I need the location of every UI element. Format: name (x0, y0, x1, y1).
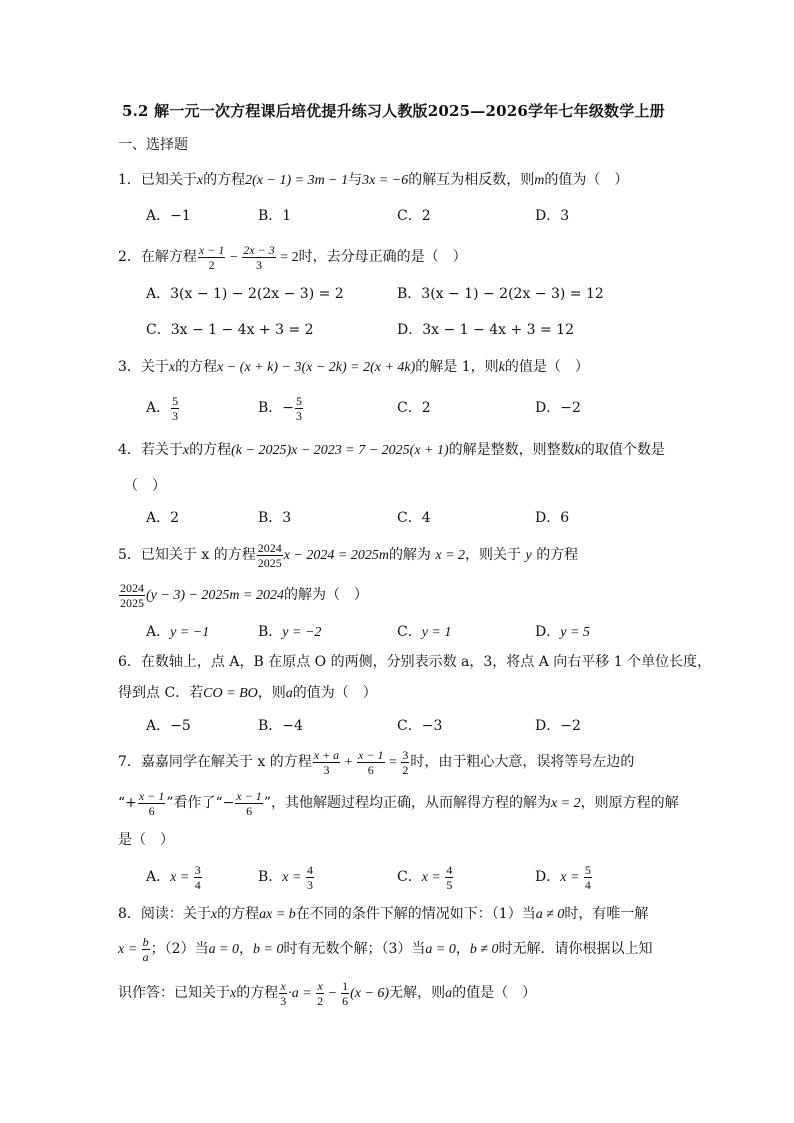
question-8-line-3 (118, 974, 536, 1013)
fraction: $\frac{x}{3}$ (280, 978, 287, 1008)
equation: a = 0 (425, 942, 456, 957)
option-b[interactable]: B．x = $\frac{4}{3}$ (258, 862, 313, 892)
q-text: ”看作了“− (166, 795, 235, 811)
q-text: 阅读：关于 (140, 906, 211, 922)
math-var: x (230, 986, 237, 1001)
equation: ax = b (259, 907, 296, 922)
option-b[interactable]: B．−4 (258, 718, 303, 734)
question-2 (118, 240, 467, 275)
q-text: 的方程 (217, 906, 260, 922)
fraction: $\frac{x - 1}{2}$ (198, 242, 225, 272)
q-text: 的解为 (388, 547, 431, 563)
q-text: 的方程 (536, 547, 579, 563)
q-text: 的值为（ ） (292, 685, 377, 701)
question-number: 5． (118, 547, 141, 563)
question-8-line-2 (118, 930, 653, 969)
option-c[interactable]: C．x = $\frac{4}{5}$ (397, 862, 453, 892)
q-text: 的值是（ ） (452, 985, 537, 1001)
option-c[interactable]: C．2 (397, 400, 431, 416)
option-d[interactable]: D．−2 (535, 400, 581, 416)
equation: (x − 6) (350, 986, 390, 1001)
equation: x − (x + k) − 3(x − 2k) = 2(x + 4k) (217, 360, 416, 375)
q-text: 无解，则 (389, 985, 446, 1001)
fraction: $\frac{2024}{2025}$ (257, 540, 282, 570)
question-6: 6．在数轴上，点 A，B 在原点 O 的两侧，分别表示数 a，3，将点 A 向右平移 1 个单位长度， (118, 654, 712, 670)
q-text: 已知关于 x 的方程 (140, 547, 256, 563)
question-5 (118, 538, 578, 573)
option-c[interactable]: C．4 (397, 510, 431, 526)
option-d[interactable]: D．y = 5 (535, 624, 590, 640)
question-number: 8． (118, 906, 141, 922)
q-text: ， (455, 941, 470, 957)
equation: 2(x − 1) = 3m − 1 (245, 173, 349, 188)
option-d[interactable]: D．3 (535, 208, 570, 224)
math-op: + (341, 755, 357, 770)
q-text: 时，由于粗心大意，误将等号左边的 (410, 754, 635, 770)
q-text: 的方程 (203, 172, 246, 188)
equation: x = (118, 942, 141, 957)
fraction: $\frac{x - 1}{6}$ (236, 788, 262, 818)
q-text: 时，去分母正确的是（ ） (298, 249, 467, 265)
question-number: 1． (118, 172, 141, 188)
option-a[interactable]: A．2 (146, 510, 180, 526)
question-number: 2． (118, 249, 141, 265)
option-b[interactable]: B．1 (258, 208, 292, 224)
option-d[interactable]: D．−2 (535, 718, 581, 734)
question-7 (118, 745, 634, 780)
fraction: $\frac{1}{6}$ (342, 978, 349, 1008)
q-text: 的值是（ ） (504, 359, 589, 375)
q-text: ，则关于 (465, 547, 522, 563)
equation: a = 0 (208, 942, 240, 957)
fraction: $\frac{x}{2}$ (317, 978, 324, 1008)
section-heading: 一、选择题 (118, 137, 188, 153)
q-text: 已知关于 (140, 172, 197, 188)
question-number: 7． (118, 754, 141, 770)
fraction: $\frac{x + a}{3}$ (313, 747, 340, 777)
q-text: 的取值个数是 (580, 442, 665, 458)
question-7-line-3: 是（ ） (118, 832, 174, 848)
option-c[interactable]: C．2 (397, 208, 431, 224)
q-text: 的解是整数，则整数 (448, 442, 575, 458)
math-var: a (285, 686, 293, 701)
math-var: y (525, 548, 532, 563)
equation: 3x = −6 (362, 173, 409, 188)
fraction: $\frac{3}{2}$ (402, 747, 409, 777)
option-c[interactable]: C．−3 (397, 718, 443, 734)
q-text: 识作答：已知关于 (118, 985, 230, 1001)
q-text: 的值为（ ） (544, 172, 629, 188)
option-a[interactable]: A．−5 (146, 718, 191, 734)
option-d[interactable]: D．3x − 1 − 4x + 3 = 12 (397, 322, 574, 338)
q-text: 时，有唯一解 (564, 906, 649, 922)
question-8 (118, 904, 648, 925)
fraction: $\frac{x - 1}{6}$ (358, 747, 384, 777)
q-text: 的方程 (189, 442, 232, 458)
math-var: k (574, 443, 581, 458)
math-op: = (385, 755, 401, 770)
option-a[interactable]: A．3(x − 1) − 2(2x − 3) = 2 (146, 286, 344, 302)
q-text: 的方程 (175, 359, 218, 375)
math-var: x (182, 443, 190, 458)
q-text: 与 (348, 172, 363, 188)
equation: b ≠ 0 (469, 942, 499, 957)
option-a[interactable]: A．−1 (146, 208, 191, 224)
math-op: = 2 (276, 250, 299, 265)
option-b[interactable]: B．3(x − 1) − 2(2x − 3) = 12 (397, 286, 604, 302)
math-op: − (325, 986, 341, 1001)
equation: x = 2 (550, 796, 581, 811)
equation: x = 2 (435, 548, 466, 563)
q-text: 时有无数个解；（3）当 (283, 941, 426, 957)
option-d[interactable]: D．x = $\frac{5}{4}$ (535, 862, 591, 892)
math-var: x (168, 360, 176, 375)
question-number: 4． (118, 442, 141, 458)
fraction: $\frac{x - 1}{6}$ (138, 788, 165, 818)
q-text: 时无解．请你根据以上知 (498, 941, 653, 957)
fraction: $\frac{b}{a}$ (142, 934, 149, 964)
q-text: 若关于 (140, 442, 183, 458)
option-c[interactable]: C．3x − 1 − 4x + 3 = 2 (146, 322, 314, 338)
equation: b = 0 (253, 942, 284, 957)
q-text: 在解方程 (140, 249, 197, 265)
equation: ·a = (288, 986, 316, 1001)
option-d[interactable]: D．6 (535, 510, 570, 526)
math-var: x (196, 173, 204, 188)
q-text: ，则 (257, 685, 286, 701)
equation: (k − 2025)x − 2023 = 7 − 2025(x + 1) (231, 443, 449, 458)
q-text: 在不同的条件下解的情况如下：（1）当 (295, 906, 536, 922)
question-3 (118, 357, 589, 378)
equation: (y − 3) − 2025m = 2024 (146, 588, 284, 603)
q-text: 关于 (140, 359, 169, 375)
equation: CO = BO (203, 686, 258, 701)
question-number: 3． (118, 359, 141, 375)
math-op: − (226, 250, 242, 265)
equation: a ≠ 0 (535, 907, 565, 922)
q-text: 的解互为相反数，则 (408, 172, 535, 188)
q-text: 嘉嘉同学在解关于 x 的方程 (140, 754, 312, 770)
q-text: ， (239, 941, 254, 957)
q-text: “+ (118, 795, 137, 811)
q-text: ”，其他解题过程均正确，从而解得方程的解为 (263, 795, 551, 811)
q-text: 的方程 (236, 985, 279, 1001)
option-b[interactable]: B．− $\frac{5}{3}$ (258, 393, 303, 423)
fraction: $\frac{2x - 3}{3}$ (243, 242, 275, 272)
page-title: 5.2 解一元一次方程课后培优提升练习人教版2025—2026学年七年级数学上册 (122, 102, 665, 120)
option-a[interactable]: A． $\frac{5}{3}$ (146, 393, 179, 423)
question-7-line-2 (118, 786, 679, 821)
option-a[interactable]: A．x = $\frac{3}{4}$ (146, 862, 201, 892)
math-var: k (498, 360, 505, 375)
fraction: $\frac{2024}{2025}$ (120, 580, 144, 610)
math-var: x (210, 907, 218, 922)
question-4 (118, 440, 665, 461)
math-var: a (445, 986, 453, 1001)
q-text: ；（2）当 (150, 941, 209, 957)
question-1 (118, 170, 628, 191)
q-text: 的解为（ ） (284, 587, 368, 603)
option-a[interactable]: A．y = −1 (146, 624, 210, 640)
question-5-line-2 (118, 578, 368, 613)
equation: x − 2024 = 2025m (283, 548, 389, 563)
option-b[interactable]: B．3 (258, 510, 292, 526)
math-var: m (534, 173, 545, 188)
option-c[interactable]: C．y = 1 (397, 624, 452, 640)
q-text: 的解是 1，则 (415, 359, 499, 375)
question-4-continuation: （ ） (124, 478, 166, 494)
q-text: 得到点 C．若 (118, 685, 204, 701)
question-6-line-2 (118, 683, 377, 704)
option-b[interactable]: B．y = −2 (258, 624, 322, 640)
q-text: ，则原方程的解 (580, 795, 679, 811)
